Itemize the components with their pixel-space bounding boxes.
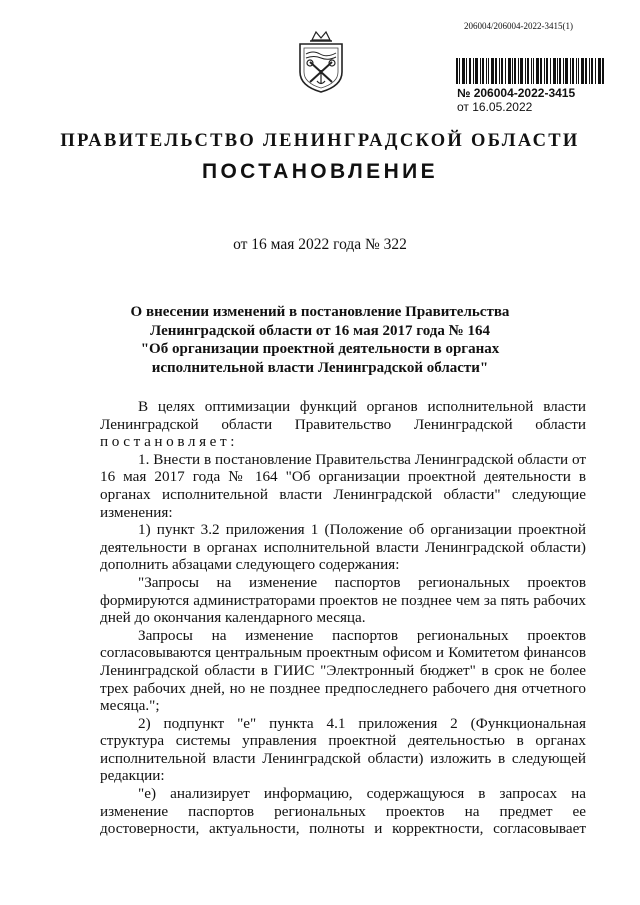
decree-word: постановляет: [100,433,239,451]
body-paragraph: 2) подпункт "е" пункта 4.1 приложения 2 (Функциональная структура системы управления проектной деятельностью в органах исполнительной власти Ленинградской области) изложить в следующей редакции: [100,714,586,785]
body-paragraph: Запросы на изменение паспортов региональных проектов согласовываются центральным проектным офисом и Комитетом финансов Ленинградской области в ГИИС "Электронный бюджет" в срок не более трех рабочих дней, но не позднее предпоследнего рабочего дня отчетного месяца."; [100,626,586,715]
document-body [100,398,586,838]
body-paragraph: 1. Внести в постановление Правительства Ленинградской области от 16 мая 2017 года № 164 "Об организации проектной деятельности в органах исполнительной власти Ленинградской области" следующие изменения: [100,450,586,521]
coat-of-arms-icon [296,28,346,94]
body-paragraph: "Запросы на изменение паспортов региональных проектов формируются администраторами проектов не позднее чем за пять рабочих дней до окончания календарного месяца. [100,573,586,627]
preamble-paragraph: В целях оптимизации функций органов исполнительной власти Ленинградской области Правительство Ленинградской области [100,398,586,433]
document-title [110,303,530,377]
title-line: Ленинградской области от 16 мая 2017 года № 164 [150,322,490,339]
registration-date: от 16.05.2022 [457,100,533,114]
body-paragraph: 1) пункт 3.2 приложения 1 (Положение об организации проектной деятельности в органах исполнительной власти Ленинградской области) дополнить абзацами следующего содержания: [100,521,586,574]
barcode [456,58,604,84]
document-date-number: от 16 мая 2022 года № 322 [233,236,407,253]
body-paragraph: "е) анализирует информацию, содержащуюся в запросах на изменение паспортов региональных проектов на предмет ее достоверности, актуальности, полноты и корректности, согласовывает [100,785,586,838]
document-type: ПОСТАНОВЛЕНИЕ [201,160,439,183]
title-line: исполнительной власти Ленинградской области" [151,359,489,376]
document-id: 206004/206004-2022-3415(1) [464,21,573,31]
title-line: "Об организации проектной деятельности в органах [140,341,500,357]
title-line: О внесении изменений в постановление Правительства [130,304,510,320]
organization-name: ПРАВИТЕЛЬСТВО ЛЕНИНГРАДСКОЙ ОБЛАСТИ [60,131,580,151]
registration-number: № 206004-2022-3415 [457,86,576,100]
